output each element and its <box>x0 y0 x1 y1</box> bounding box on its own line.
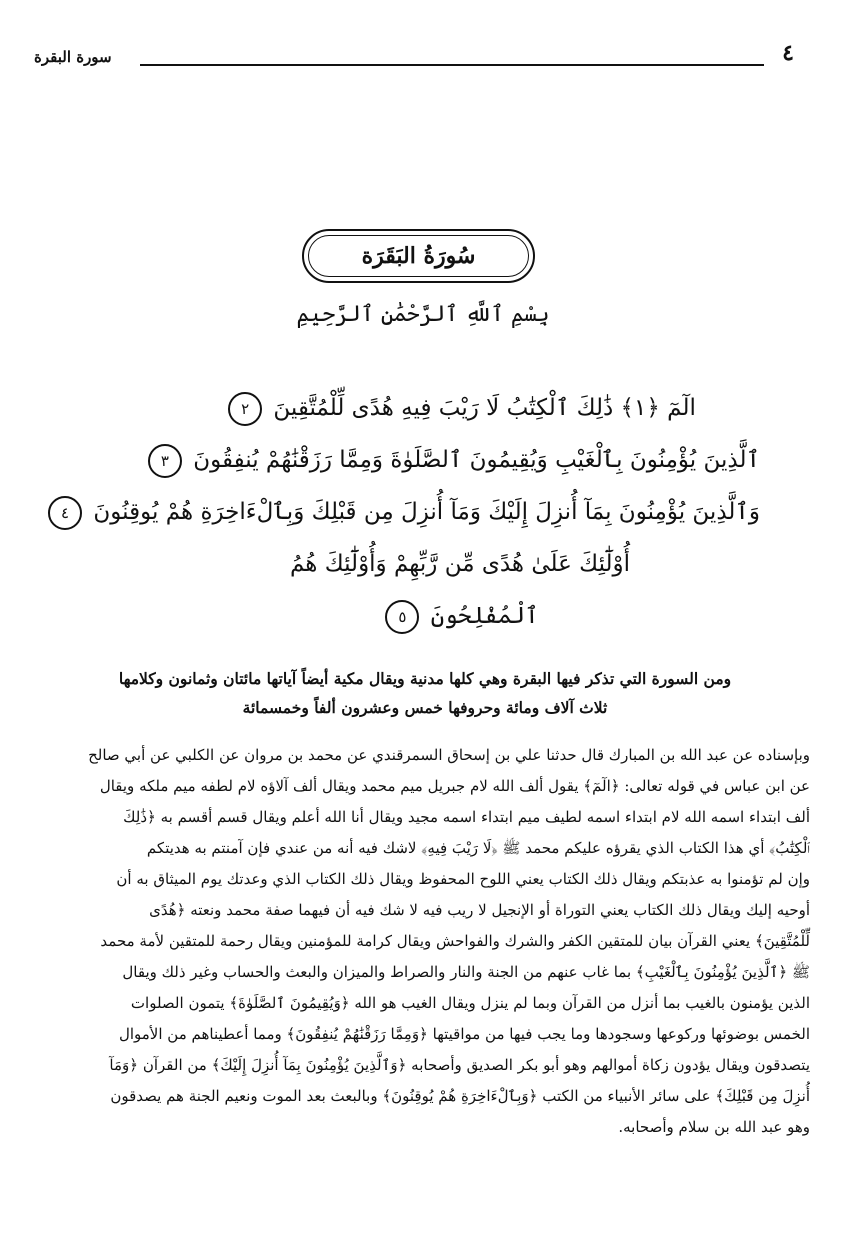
ayah-number-marker: ٣ <box>148 444 182 478</box>
text-line: أُنزِلَ مِن قَبْلِكَ﴾ على سائر الأنبياء من الكتب ﴿وَبِٱلْءَاخِرَةِ هُمْ يُوقِنُونَ﴾ وبالبعث بعد الموت ونعيم الجنة هم يصدقون <box>110 1087 810 1105</box>
text-line: ٱلْكِتَٰبُ﴾ أي هذا الكتاب الذي يقرؤه عليكم محمد ﷺ ﴿لَا رَيْبَ فِيهِ﴾ لاشك فيه أنه من عندي فإن آمنتم به هديتكم <box>146 839 810 857</box>
ayah-number-marker: ٢ <box>228 392 262 426</box>
text-line: يتصدقون ويقال يؤدون زكاة أموالهم وهو أبو بكر الصديق وأصحابه ﴿وَٱلَّذِينَ يُؤْمِنُونَ بِمَآ أُنزِلَ إِلَيْكَ﴾ من القرآن ﴿وَمَآ <box>109 1056 810 1074</box>
page-number: ٤ <box>782 40 794 66</box>
surah-title: سُورَةُ البَقَرَة <box>361 243 476 269</box>
text-line: وبإسناده عن عبد الله بن المبارك قال حدثنا علي بن إسحاق السمرقندي عن محمد بن مروان عن الكلبي عن أبي صالح <box>88 746 810 764</box>
text-line: عن ابن عباس في قوله تعالى: ﴿الٓمٓ﴾ يقول ألف الله لام جبريل ميم محمد ويقال ألف آلاؤه لام لطفه ميم ملكه ويقال <box>99 777 810 795</box>
header-rule <box>140 64 764 66</box>
page-header <box>34 40 794 74</box>
verse-line <box>160 590 760 642</box>
verse-text: ٱلَّذِينَ يُؤْمِنُونَ بِٱلْغَيْبِ وَيُقِيمُونَ ٱلصَّلَوٰةَ وَمِمَّا رَزَقْنَٰهُمْ يُنفِقُونَ <box>193 447 760 473</box>
text-line: ألف ابتداء اسمه الله لام ابتداء اسمه لطيف ميم ابتداء اسمه مجيد ويقال أنا الله أعلم ويقال قسم أقسم به ﴿ذَٰلِكَ <box>123 808 810 826</box>
text-line: أوحيه إليك ويقال ذلك الكتاب يعني التوراة أو الإنجيل لا ريب فيه لا شك فيه أن فيهما صفة محمد ونعته ﴿هُدًى <box>149 901 810 919</box>
verse-text: الٓمٓ ﴿١﴾ ذَٰلِكَ ٱلْكِتَٰبُ لَا رَيْبَ فِيهِ هُدًى لِّلْمُتَّقِينَ <box>273 395 696 421</box>
intro-line: ثلاث آلاف ومائة وحروفها خمس وعشرون ألفاً وخمسمائة <box>242 698 608 717</box>
text-line: وإن لم تؤمنوا به عذبتكم ويقال ذلك الكتاب يعني اللوح المحفوظ ويقال ذلك الكتاب الذي وعدتك يوم الميثاق به أن <box>116 870 810 888</box>
verse-line <box>160 382 760 434</box>
quran-verses <box>61 382 760 642</box>
text-line: وهو عبد الله بن سلام وأصحابه. <box>618 1118 810 1136</box>
text-line: الخمس بوضوئها وركوعها وسجودها وما يجب فيها من مواقيتها ﴿وَمِمَّا رَزَقْنَٰهُمْ يُنفِقُونَ﴾ ومما أعطيناهم من الأموال <box>118 1025 810 1043</box>
text-line: الذين يؤمنون بالغيب بما أنزل من القرآن وبما لم ينزل ويقال الغيب هو الله ﴿وَيُقِيمُونَ ٱلصَّلَوٰةَ﴾ يتمون الصلوات <box>130 994 810 1012</box>
running-surah-title: سورة البقرة <box>34 48 112 66</box>
surah-title-banner <box>302 229 535 283</box>
verse-text: ٱلْمُفْلِحُونَ <box>430 603 539 629</box>
text-line: ﷺ ﴿ٱلَّذِينَ يُؤْمِنُونَ بِٱلْغَيْبِ﴾ بما غاب عنهم من الجنة والنار والصراط والميزان والبعث والحساب وغير ذلك ويقال <box>122 963 810 981</box>
surah-introduction <box>90 664 760 722</box>
verse-line <box>160 538 760 590</box>
verse-line <box>160 434 760 486</box>
basmala: بِسْمِ ٱللَّهِ ٱلرَّحْمَٰنِ ٱلرَّحِيمِ <box>296 302 550 327</box>
verse-line <box>61 486 760 538</box>
text-line: لِّلْمُتَّقِينَ﴾ يعني القرآن بيان للمتقين الكفر والشرك والفواحش ويقال كرامة للمؤمنين ويقال رحمة للمتقين لأمة محمد <box>100 932 810 950</box>
ayah-number-marker: ٥ <box>385 600 419 634</box>
verse-text: وَٱلَّذِينَ يُؤْمِنُونَ بِمَآ أُنزِلَ إِلَيْكَ وَمَآ أُنزِلَ مِن قَبْلِكَ وَبِٱلْءَاخِرَةِ هُمْ يُوقِنُونَ <box>93 499 760 525</box>
tafsir-text <box>40 740 810 1143</box>
intro-line: ومن السورة التي تذكر فيها البقرة وهي كلها مدنية ويقال مكية أيضاً آياتها مائتان وثمانون وكلامها <box>118 669 732 688</box>
ayah-number-marker: ٤ <box>48 496 82 530</box>
verse-text: أُوْلَٰٓئِكَ عَلَىٰ هُدًى مِّن رَّبِّهِمْ وَأُوْلَٰٓئِكَ هُمُ <box>289 551 631 577</box>
